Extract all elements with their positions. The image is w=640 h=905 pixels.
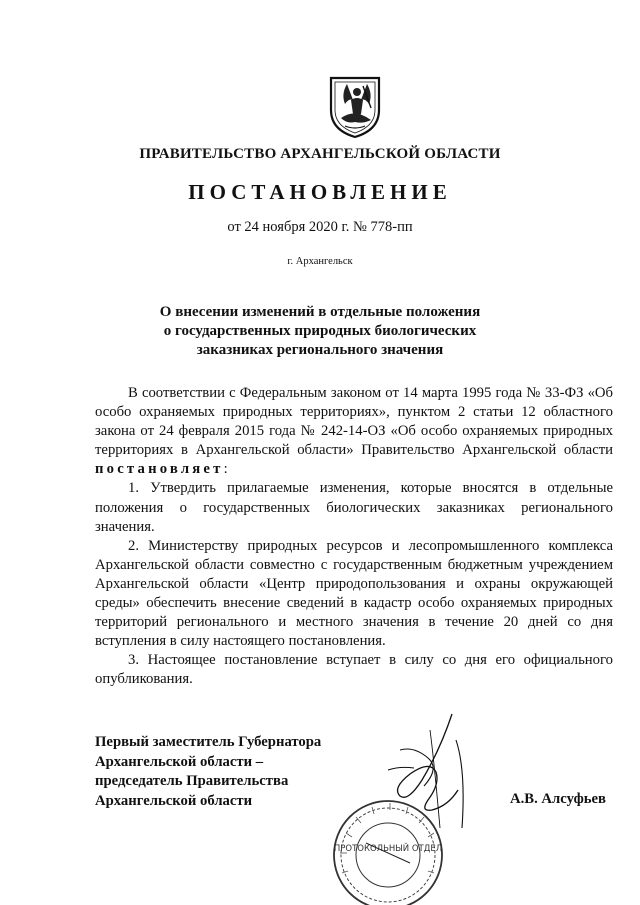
signatory-name: А.В. Алсуфьев xyxy=(510,791,606,807)
subject-line: О внесении изменений в отдельные положения xyxy=(159,304,481,320)
document-date-number: от 24 ноября 2020 г. № 778-пп xyxy=(227,219,413,235)
document-body xyxy=(95,384,613,690)
decree-word: постановляет xyxy=(95,461,224,478)
document-city: г. Архангельск xyxy=(287,256,353,267)
document-subject xyxy=(0,303,640,360)
coat-of-arms-icon xyxy=(327,74,383,140)
decree-item-1: 1. Утвердить прилагаемые изменения, которые вносятся в отдельные положения о государственных биологических заказниках регионального значения. xyxy=(95,480,613,535)
signatory-line: Архангельской области xyxy=(95,792,253,809)
document-type-title: ПОСТАНОВЛЕНИЕ xyxy=(188,180,452,204)
subject-line: о государственных природных биологических xyxy=(163,323,477,339)
preamble-text: В соответствии с Федеральным законом от 14 марта 1995 года № 33-ФЗ «Об особо охраняемых природных территориях», пунктом 2 статьи 12 областного закона от 24 февраля 2015 года № 242-14-ОЗ «Об особо охраняемых природных территориях в Архангельской области» Правительство Архангельской области xyxy=(95,385,613,459)
signatory-line: Первый заместитель Губернатора xyxy=(95,734,322,750)
preamble-paragraph xyxy=(95,384,613,479)
official-stamp xyxy=(326,793,446,905)
decree-item-3: 3. Настоящее постановление вступает в силу со дня его официального опубликования. xyxy=(95,652,613,688)
organization-title: ПРАВИТЕЛЬСТВО АРХАНГЕЛЬСКОЙ ОБЛАСТИ xyxy=(139,146,501,162)
stamp-text: ПРОТОКОЛЬНЫЙ ОТДЕЛ xyxy=(333,844,443,854)
signatory-line: Архангельской области – xyxy=(95,753,264,770)
subject-line: заказниках регионального значения xyxy=(196,342,444,358)
decree-item-2: 2. Министерству природных ресурсов и лесопромышленного комплекса Архангельской области совместно с государственным бюджетным учреждением Архангельской области «Центр природопользования и охраны окружающей среды» обеспечить внесение сведений в кадастр особо охраняемых природных территорий регионального и местного значения в течение 20 дней со дня вступления в силу настоящего постановления. xyxy=(95,537,613,650)
decree-colon: : xyxy=(223,461,228,478)
signatory-line: председатель Правительства xyxy=(95,773,289,789)
signatory-position xyxy=(95,733,321,811)
